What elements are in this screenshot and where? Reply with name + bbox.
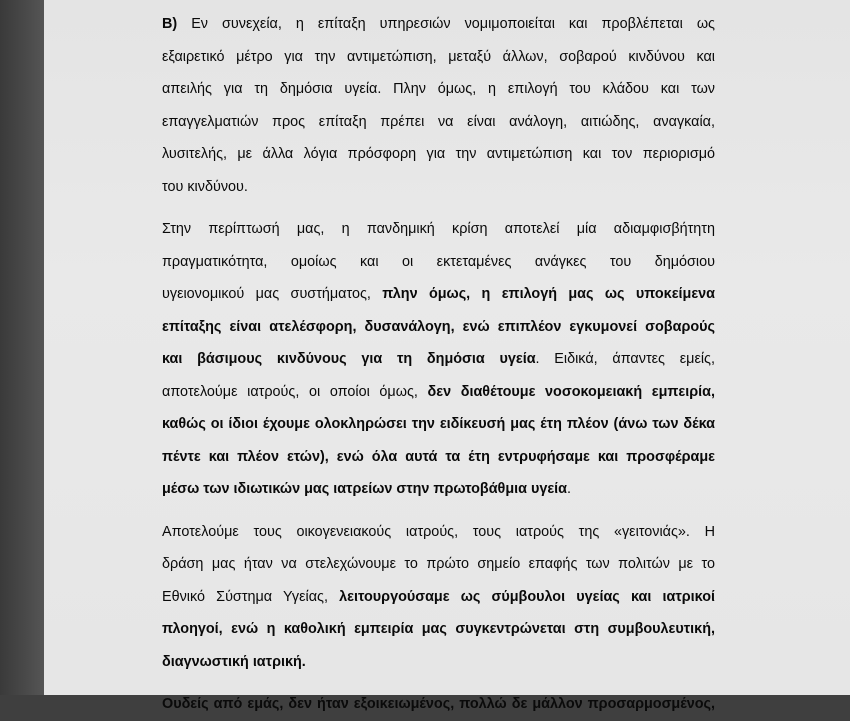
text-line: πλοηγοί, ενώ η καθολική εμπειρία μας συγκεντρώνεται στη συμβουλευτική, (162, 621, 715, 637)
text-line: μέσω των ιδιωτικών μας ιατρείων στην πρωτοβάθμια υγεία. (162, 481, 572, 497)
page-edge-shadow (0, 0, 44, 695)
text-line: Ουδείς από εμάς, δεν ήταν εξοικειωμένος, πολλώ δε μάλλον προσαρμοσμένος, (162, 696, 715, 712)
text-line: απειλής για τη δημόσια υγεία. Πλην όμως, η επιλογή του κλάδου και των (162, 81, 715, 97)
text-line: πραγματικότητα, ομοίως και οι εκτεταμένες ανάγκες του δημόσιου (162, 253, 715, 270)
text-line: B) Εν συνεχεία, η επίταξη υπηρεσιών νομιμοποιείται και προβλέπεται ως (162, 16, 715, 32)
section-label: B) (162, 16, 178, 32)
text-line: διαγνωστική ιατρική. (162, 653, 306, 670)
text-line: εξαιρετικό μέτρο για την αντιμετώπιση, μεταξύ άλλων, σοβαρού κινδύνου και (162, 48, 715, 65)
document-body (162, 8, 715, 721)
text-line: Εθνικό Σύστημα Υγείας, λειτουργούσαμε ως σύμβουλοι υγείας και ιατρικοί (162, 588, 715, 605)
text-line: επίταξης είναι ατελέσφορη, δυσανάλογη, ενώ επιπλέον εγκυμονεί σοβαρούς (162, 318, 715, 335)
paragraph-pandemic (162, 213, 715, 506)
text-line: και βάσιμους κινδύνους για τη δημόσια υγεία. Ειδικά, άπαντες εμείς, (162, 351, 715, 367)
text-line: καθώς οι ίδιοι έχουμε ολοκληρώσει την ειδίκευσή μας έτη πλέον (άνω των δέκα (162, 416, 715, 432)
text-line: πέντε και πλέον ετών), ενώ όλα αυτά τα έτη εντρυφήσαμε και προσφέραμε (162, 448, 715, 465)
text-line: λυσιτελής, με άλλα λόγια πρόσφορη για την αντιμετώπιση και τον περιορισμό (162, 146, 715, 162)
paragraph-family-doctors (162, 516, 715, 679)
text-line: δράση μας ήταν να στελεχώνουμε το πρώτο σημείο επαφής των πολιτών με το (162, 556, 715, 572)
text-line: Αποτελούμε τους οικογενειακούς ιατρούς, τους ιατρούς της «γειτονιάς». Η (162, 523, 715, 540)
text-line: αποτελούμε ιατρούς, οι οποίοι όμως, δεν διαθέτουμε νοσοκομειακή εμπειρία, (162, 383, 715, 400)
paragraph-b (162, 8, 715, 203)
paragraph-no-one (162, 688, 715, 721)
text-line: επαγγελματιών προς επίταξη πρέπει να είναι ανάλογη, αιτιώδης, αναγκαία, (162, 113, 715, 130)
text-line: υγειονομικού μας συστήματος, πλην όμως, η επιλογή μας ως υποκείμενα (162, 286, 716, 302)
text-line: του κινδύνου. (162, 178, 248, 195)
text-line: Στην περίπτωσή μας, η πανδημική κρίση αποτελεί μία αδιαμφισβήτητη (162, 221, 715, 237)
